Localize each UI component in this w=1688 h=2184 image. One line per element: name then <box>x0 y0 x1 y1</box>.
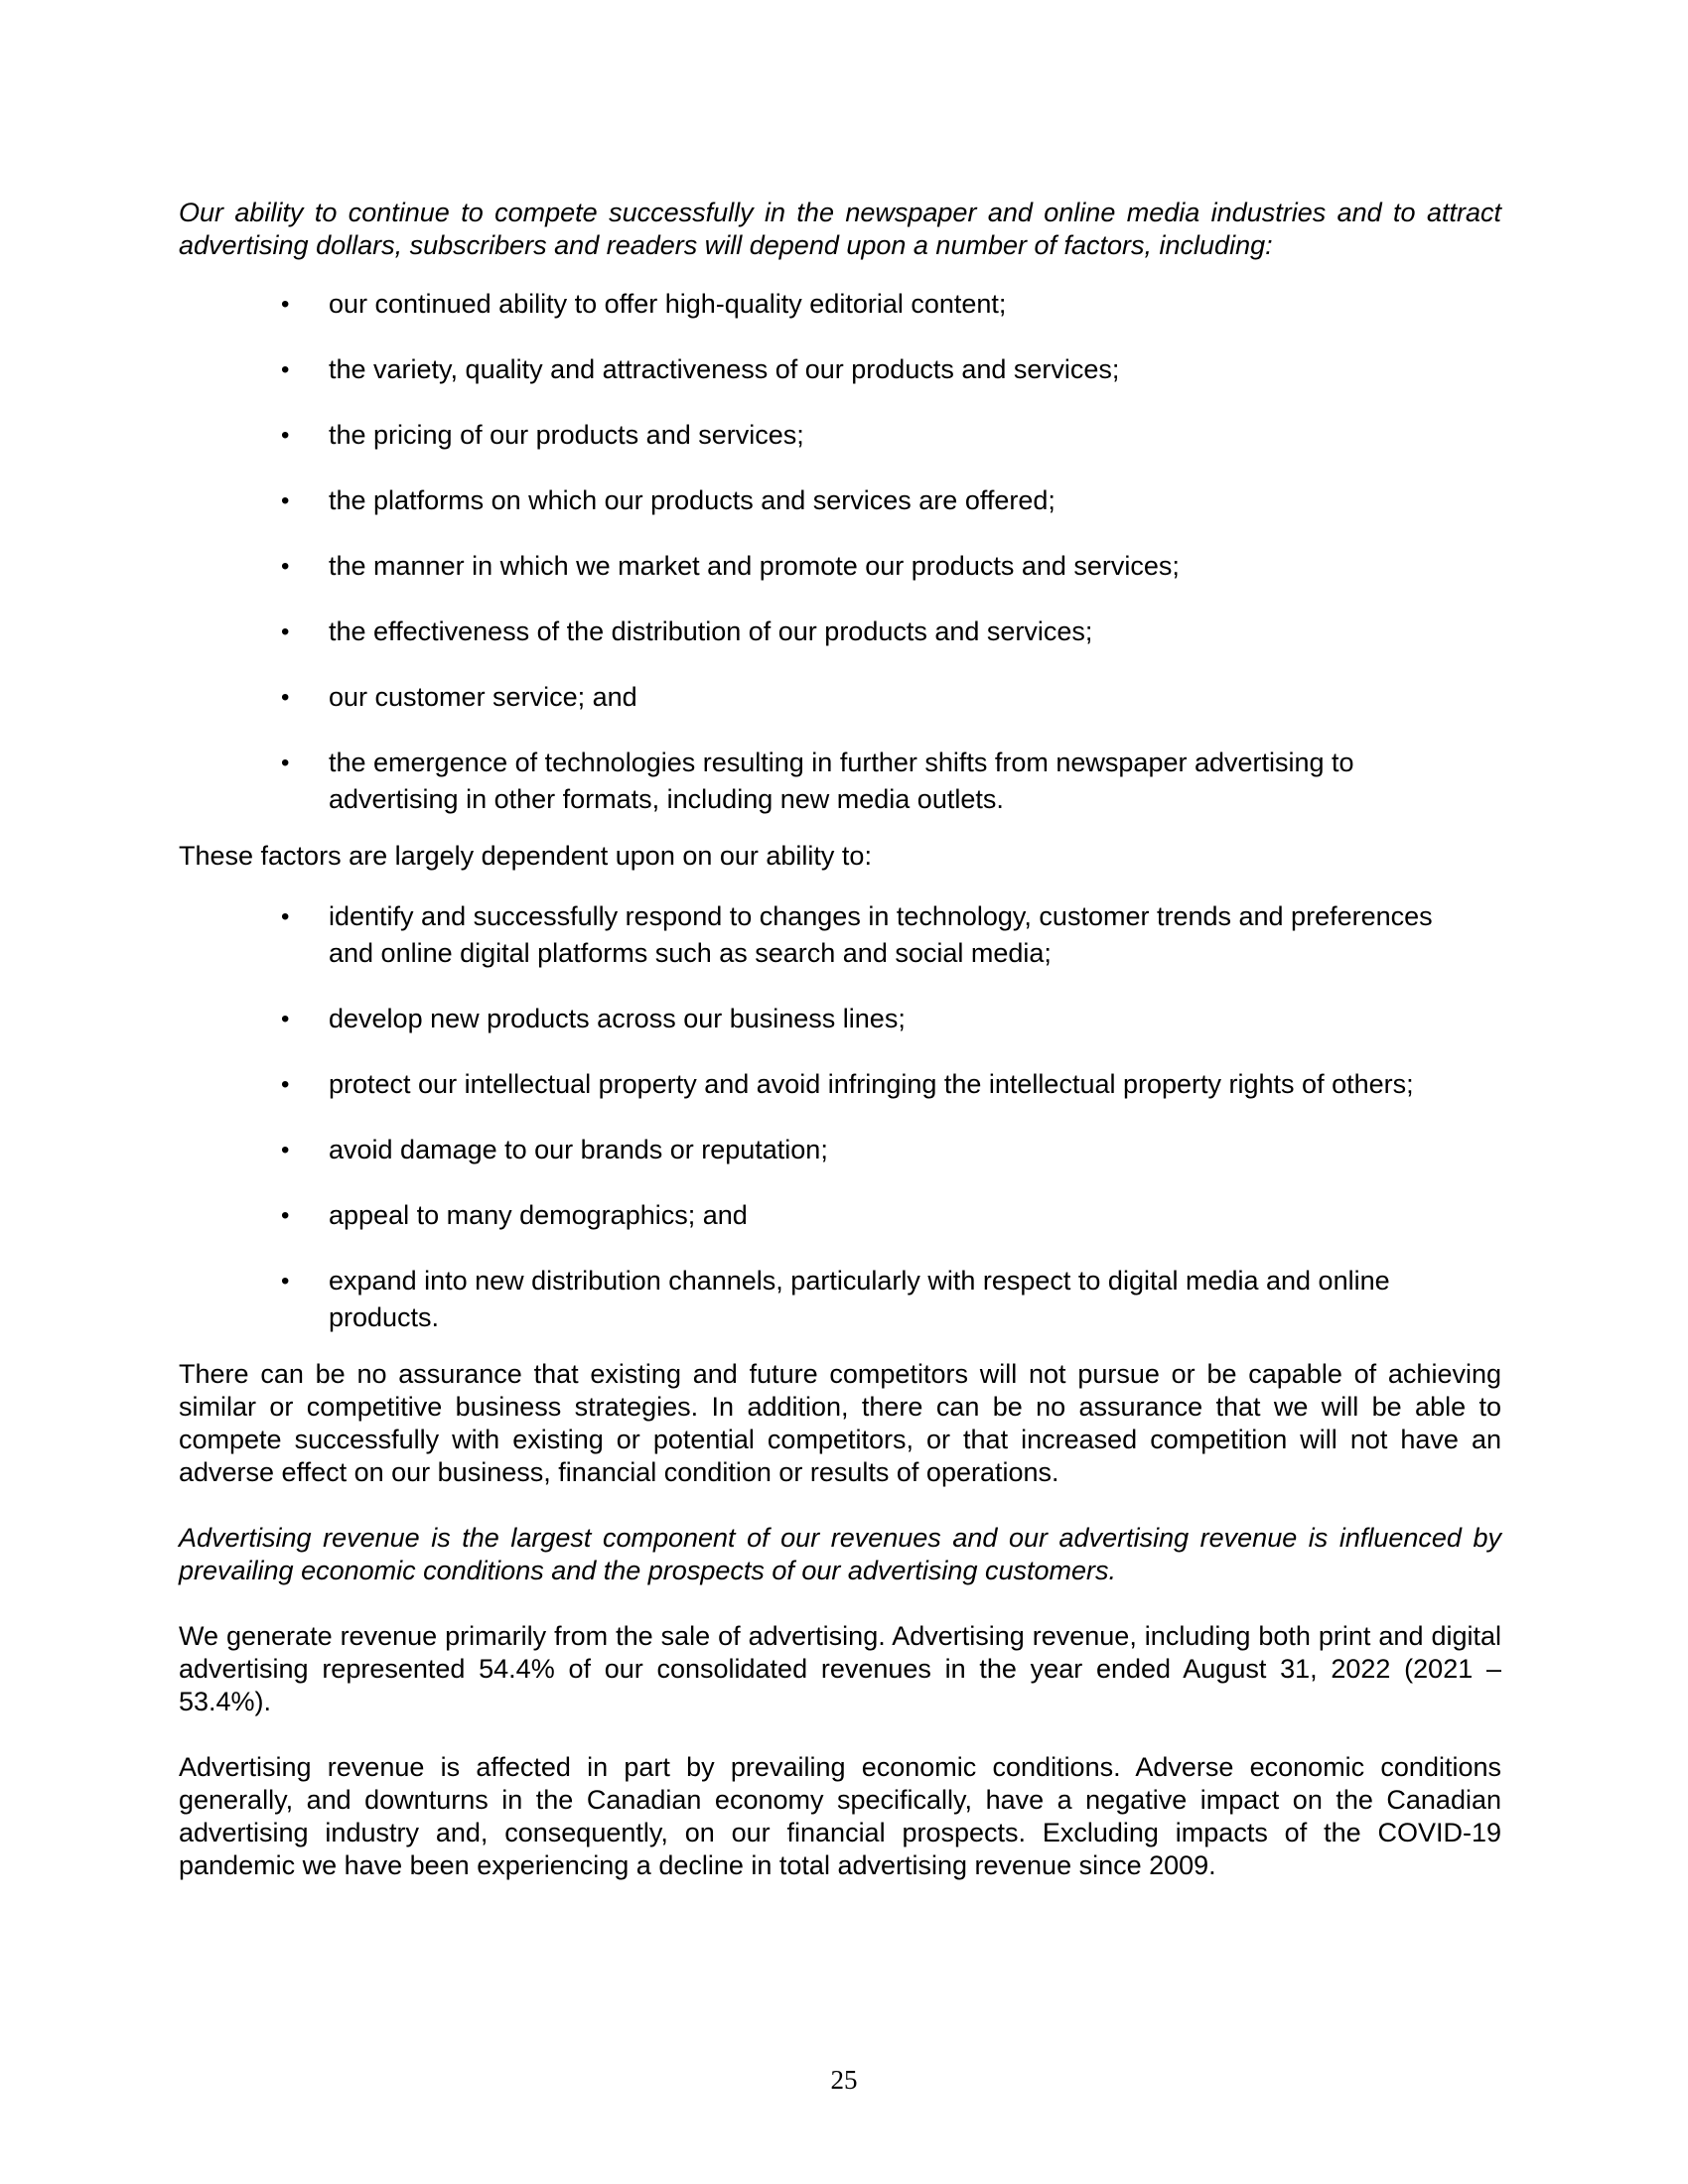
bullet-icon: • <box>281 903 290 930</box>
list-item <box>179 898 1501 972</box>
revenue-paragraph: We generate revenue primarily from the sale of advertising. Advertising revenue, including both print and digital advertising represented 54.4% of our consolidated revenues in the year ended August 31, 2022 (2021 – 53.4%). <box>179 1621 1501 1716</box>
list-item <box>179 482 1501 519</box>
list-item-text: develop new products across our business lines; <box>329 1004 906 1033</box>
bullet-icon: • <box>281 618 290 645</box>
list-item-text: appeal to many demographics; and <box>329 1200 748 1230</box>
bullet-icon: • <box>281 684 290 711</box>
list-item <box>179 679 1501 716</box>
list-item-text: the platforms on which our products and services are offered; <box>329 485 1055 515</box>
document-body <box>179 197 1501 1882</box>
dependence-intro: These factors are largely dependent upon on our ability to: <box>179 841 872 871</box>
list-item <box>179 1001 1501 1037</box>
list-item <box>179 286 1501 323</box>
intro-paragraph: Our ability to continue to compete successfully in the newspaper and online media industries and to attract advertising dollars, subscribers and readers will depend upon a number of factors, including: <box>179 198 1501 260</box>
bullet-icon: • <box>281 1071 290 1098</box>
list-item-text: our continued ability to offer high-quality editorial content; <box>329 289 1007 319</box>
bullet-icon: • <box>281 750 290 776</box>
page-number: 25 <box>830 2065 858 2095</box>
bullet-icon: • <box>281 487 290 514</box>
list-item-text: identify and successfully respond to changes in technology, customer trends and preferences and online digital platforms such as search and social media; <box>329 901 1433 968</box>
list-item-text: the variety, quality and attractiveness of our products and services; <box>329 354 1120 384</box>
list-item-text: the pricing of our products and services; <box>329 420 804 450</box>
list-item-text: the effectiveness of the distribution of our products and services; <box>329 616 1093 646</box>
list-item <box>179 1132 1501 1168</box>
bullet-icon: • <box>281 1202 290 1229</box>
list-item <box>179 1066 1501 1103</box>
conditions-paragraph: Advertising revenue is affected in part by prevailing economic conditions. Adverse economic conditions generally, and downturns in the Canadian economy specifically, have a negative impact on the Canadian advertising industry and, consequently, on our financial prospects. Excluding impacts of the COVID-19 pandemic we have been experiencing a decline in total advertising revenue since 2009. <box>179 1752 1501 1880</box>
bullet-icon: • <box>281 1006 290 1032</box>
bullet-icon: • <box>281 1268 290 1295</box>
factors-list <box>179 286 1501 818</box>
bullet-icon: • <box>281 291 290 318</box>
list-item <box>179 548 1501 585</box>
list-item-text: expand into new distribution channels, particularly with respect to digital media and online products. <box>329 1266 1390 1332</box>
list-item <box>179 1263 1501 1336</box>
list-item <box>179 745 1501 818</box>
assurance-paragraph: There can be no assurance that existing and future competitors will not pursue or be capable of achieving similar or competitive business strategies. In addition, there can be no assurance that we will be able to compete successfully with existing or potential competitors, or that increased competition will not have an adverse effect on our business, financial condition or results of operations. <box>179 1359 1501 1487</box>
bullet-icon: • <box>281 553 290 580</box>
bullet-icon: • <box>281 1137 290 1163</box>
list-item-text: avoid damage to our brands or reputation; <box>329 1135 828 1164</box>
advertising-heading: Advertising revenue is the largest component of our revenues and our advertising revenue is influenced by prevailing economic conditions and the prospects of our advertising customers. <box>179 1523 1501 1585</box>
bullet-icon: • <box>281 422 290 449</box>
list-item-text: the emergence of technologies resulting in further shifts from newspaper advertising to advertising in other formats, including new media outlets. <box>329 748 1354 814</box>
list-item-text: the manner in which we market and promote our products and services; <box>329 551 1180 581</box>
list-item-text: protect our intellectual property and avoid infringing the intellectual property rights of others; <box>329 1069 1414 1099</box>
list-item <box>179 417 1501 454</box>
abilities-list <box>179 898 1501 1336</box>
list-item <box>179 614 1501 650</box>
list-item <box>179 1197 1501 1234</box>
list-item <box>179 351 1501 388</box>
bullet-icon: • <box>281 356 290 383</box>
list-item-text: our customer service; and <box>329 682 637 712</box>
